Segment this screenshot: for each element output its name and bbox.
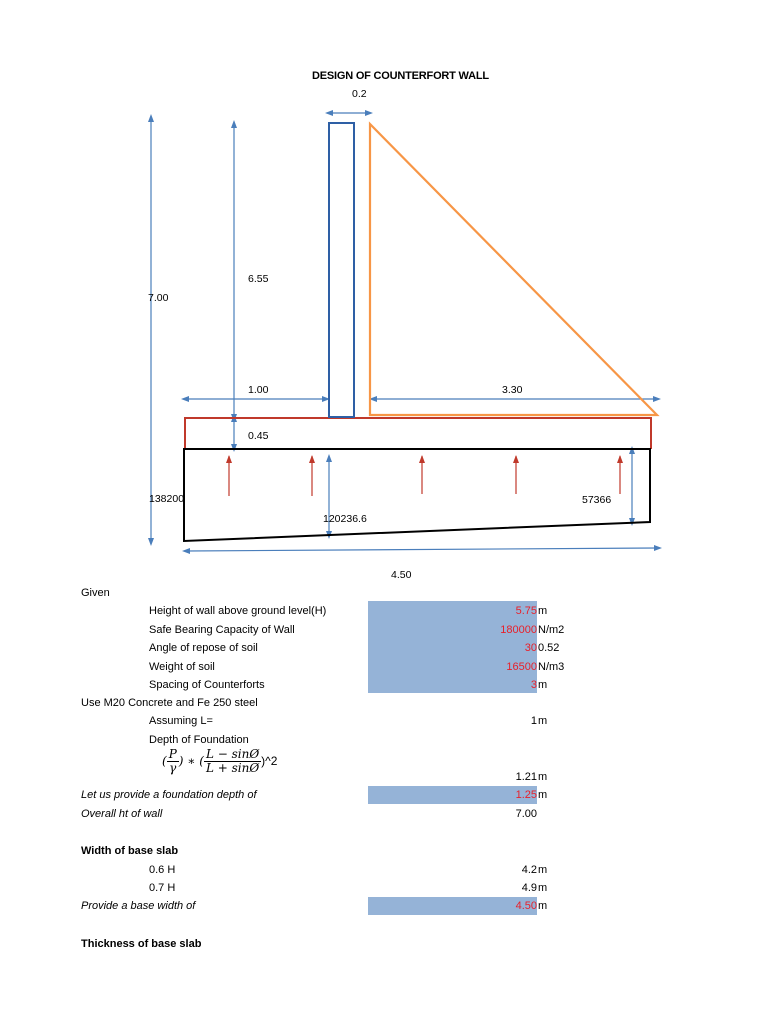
assuming-unit: m [538,715,548,727]
stem-height-label: 6.55 [248,273,269,285]
input-cell [368,897,537,915]
mid-pressure-label: 120236.6 [323,513,367,525]
given-label: Spacing of Counterforts [149,679,265,691]
base-width-r1-value: 4.2 [521,864,537,876]
depth-computed-value: 1.21 [515,771,537,783]
overall-height-label: Overall ht of wall [81,808,163,820]
given-label: Height of wall above ground level(H) [149,605,327,617]
provide-base-width-unit: m [538,900,548,912]
input-cell [368,786,537,804]
heel-pressure-label: 57366 [582,494,612,506]
given-label: Safe Bearing Capacity of Wall [149,624,295,636]
given-label: Weight of soil [149,661,215,673]
given-value[interactable]: 16500 [506,661,537,673]
given-value[interactable]: 30 [524,642,537,654]
total-height-label: 7.00 [148,292,169,304]
stem-rectangle [329,123,354,417]
given-unit: m [538,605,548,617]
base-thickness-label: 0.45 [248,430,269,442]
depth-formula: ( $\frac{P}{\gamma}$ ) ∗ ( $\frac{L - \sin Ø}{L + \sin Ø}$ )^2 [162,747,278,775]
base-width-r1-label: 0.6 H [149,864,176,876]
overall-height-value: 7.00 [515,808,537,820]
base-width-r2-label: 0.7 H [149,882,176,894]
provide-depth-value[interactable]: 1.25 [515,789,537,801]
thickness-heading: Thickness of base slab [81,938,202,950]
provide-base-width-label: Provide a base width of [81,900,196,912]
given-unit: N/m3 [538,661,565,673]
given-value[interactable]: 5.75 [515,605,537,617]
provide-depth-unit: m [538,789,548,801]
given-unit: N/m2 [538,624,565,636]
toe-pressure-label: 138200 [149,493,185,505]
base-width-label: 4.50 [391,569,412,581]
base-width-r1-unit: m [538,864,548,876]
given-value[interactable]: 3 [530,679,537,691]
base-width-r2-value: 4.9 [521,882,537,894]
assuming-value: 1 [530,715,537,727]
provide-depth-label: Let us provide a foundation depth of [81,789,257,801]
given-label: Angle of repose of soil [149,642,258,654]
base-width-r2-unit: m [538,882,548,894]
page-title: DESIGN OF COUNTERFORT WALL [312,70,489,82]
input-cells-block [368,601,537,693]
depth-label: Depth of Foundation [149,734,249,746]
stem-thickness-label: 0.2 [352,88,367,100]
base-width-dimension [186,548,658,551]
assuming-label: Assuming L= [149,715,213,727]
given-heading: Given [81,587,110,599]
provide-base-width-value[interactable]: 4.50 [515,900,537,912]
given-unit: m [538,679,548,691]
pressure-diagram [184,449,650,541]
depth-computed-unit: m [538,771,548,783]
heel-width-label: 3.30 [502,384,523,396]
counterfort-triangle [370,124,657,415]
given-value[interactable]: 180000 [500,624,537,636]
materials-text: Use M20 Concrete and Fe 250 steel [81,697,258,709]
base-width-heading: Width of base slab [81,845,179,857]
given-unit: 0.52 [538,642,560,654]
toe-width-label: 1.00 [248,384,269,396]
